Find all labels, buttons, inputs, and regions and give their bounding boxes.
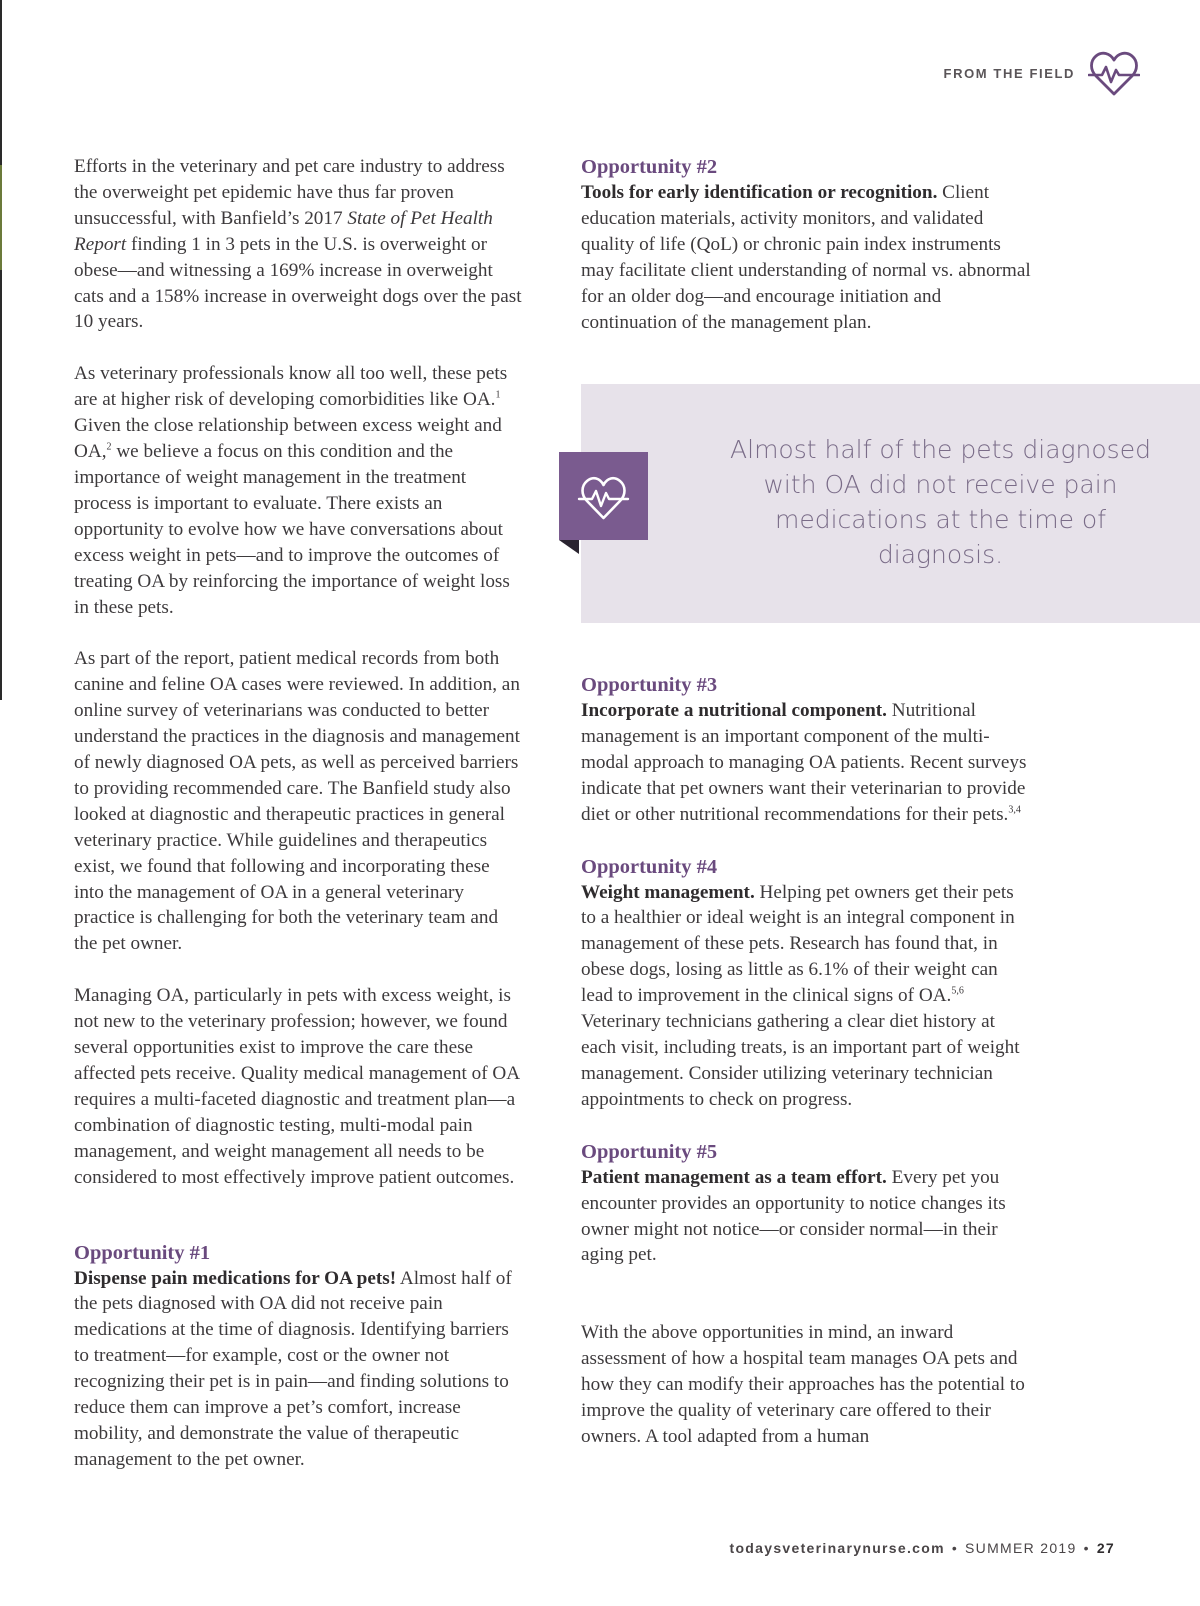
paragraph-comorbidities: As veterinary professionals know all too well, these pets are at higher risk of developing comorbidities like OA.$^1$ Given the close relationship between excess weight and OA,$^2$ we believe a focus on this condition and the importance of weight management in the treatment process is important to evaluate. There exists an opportunity to evolve how we have conversations about excess weight in pets—and to improve the outcomes of treating OA by reinforcing the importance of weight loss in these pets. xyxy=(74,363,510,618)
footnote-ref: 2 xyxy=(106,441,112,453)
pull-quote-callout xyxy=(581,384,1200,623)
report-title: State of Pet Health Report xyxy=(74,207,493,255)
opportunity-3-lead: Incorporate a nutritional component. xyxy=(581,700,887,721)
opportunity-1-body: Dispense pain medications for OA pets! Almost half of the pets diagnosed with OA did not receive pain medications at the time of diagnosis. Identifying barriers to treatment—for example, cost or the owner not recognizing their pet is in pain—and finding solutions to reduce them can improve a pet’s comfort, increase mobility, and demonstrate the value of therapeutic management to the pet owner. xyxy=(74,1267,512,1470)
opportunity-3-heading: Opportunity #3 xyxy=(581,674,718,696)
opportunity-4-lead: Weight management. xyxy=(581,881,755,903)
opportunity-4-body: Weight management. Helping pet owners get their pets to a healthier or ideal weight is an integral component in management of these pets. Research has found that, in obese dogs, losing as little as 6.1% of their weight can lead to improvement in the clinical signs of OA.$^{5,6}$ Veterinary technicians gathering a clear diet history at each visit, including treats, is an important part of weight management. Consider utilizing veterinary technician appointments to check on progress. xyxy=(581,881,1020,1110)
opportunity-1-lead: Dispense pain medications for OA pets! xyxy=(74,1267,397,1289)
section-label: FROM THE FIELD xyxy=(943,66,1075,81)
opportunity-2-lead: Tools for early identification or recognition. xyxy=(581,182,938,203)
opportunity-3-body: Incorporate a nutritional component. Nutritional management is an important component of the multi-modal approach to managing OA patients. Recent surveys indicate that pet owners want their veterinarian to provide diet or other nutritional recommendations for their pets.$^{3,4}$ xyxy=(581,700,1027,825)
paragraph-report: As part of the report, patient medical records from both canine and feline OA cases were reviewed. In addition, an online survey of veterinarians was conducted to better understand the practices in the diagnosis and management of newly diagnosed OA pets, as well as perceived barriers to providing recommended care. The Banfield study also looked at diagnostic and therapeutic practices in general veterinary practice. While guidelines and therapeutics exist, we found that following and incorporating these into the management of OA in a general veterinary practice is challenging for both the veterinary team and the pet owner. xyxy=(74,648,520,955)
left-edge-accent xyxy=(0,165,2,270)
heart-pulse-icon xyxy=(1088,50,1140,98)
right-column-top xyxy=(581,154,1031,335)
right-column-bottom xyxy=(581,672,1031,1450)
footnote-ref: 5,6 xyxy=(951,985,964,997)
left-column xyxy=(74,154,524,1473)
footer-separator: • xyxy=(951,1540,959,1556)
left-edge-rule xyxy=(0,0,2,700)
footnote-ref: 1 xyxy=(495,389,501,401)
footer-site: todaysveterinarynurse.com xyxy=(729,1540,945,1556)
footnote-ref: 3,4 xyxy=(1008,804,1021,816)
paragraph-intro: Efforts in the veterinary and pet care industry to address the overweight pet epidemic have thus far proven unsuccessful, with Banfield’s 2017 State of Pet Health Report finding 1 in 3 pets in the U.S. is overweight or obese—and witnessing a 169% increase in overweight cats and a 158% increase in overweight dogs over the past 10 years. xyxy=(74,156,522,333)
opportunity-5-body: Patient management as a team effort. Every pet you encounter provides an opportunity to notice changes its owner might not notice—or consider normal—in their aging pet. xyxy=(581,1166,1006,1266)
heart-pulse-icon xyxy=(559,452,648,540)
opportunity-5-lead: Patient management as a team effort. xyxy=(581,1166,887,1188)
pull-quote-text: Almost half of the pets diagnosed with OA did not receive pain medications at the time of diagnosis. xyxy=(730,435,1151,569)
footer-separator: • xyxy=(1083,1540,1090,1556)
footer-issue: SUMMER 2019 xyxy=(965,1540,1077,1556)
opportunity-4-heading: Opportunity #4 xyxy=(581,855,718,878)
callout-icon-box xyxy=(559,452,648,540)
page-number: 27 xyxy=(1096,1540,1115,1556)
paragraph-closing: With the above opportunities in mind, an inward assessment of how a hospital team manages OA pets and how they can modify their approaches has the potential to improve the quality of veterinary care offered to their owners. A tool adapted from a human xyxy=(581,1322,1025,1447)
callout-tab-fold xyxy=(559,540,579,554)
opportunity-5-heading: Opportunity #5 xyxy=(581,1140,718,1163)
opportunity-2-heading: Opportunity #2 xyxy=(581,156,718,178)
opportunity-2-body: Tools for early identification or recognition. Client education materials, activity monitors, and validated quality of life (QoL) or chronic pain index instruments may facilitate client understanding of normal vs. abnormal for an older dog—and encourage initiation and continuation of the management plan. xyxy=(581,182,1031,333)
page-footer xyxy=(729,1540,1115,1556)
paragraph-managing-oa: Managing OA, particularly in pets with excess weight, is not new to the veterinary profession; however, we found several opportunities exist to improve the care these affected pets receive. Quality medical management of OA requires a multi-faceted diagnostic and treatment plan—a combination of diagnostic testing, multi-modal pain management, and weight management all needs to be considered to most effectively improve patient outcomes. xyxy=(74,985,520,1188)
opportunity-1-heading: Opportunity #1 xyxy=(74,1241,211,1264)
